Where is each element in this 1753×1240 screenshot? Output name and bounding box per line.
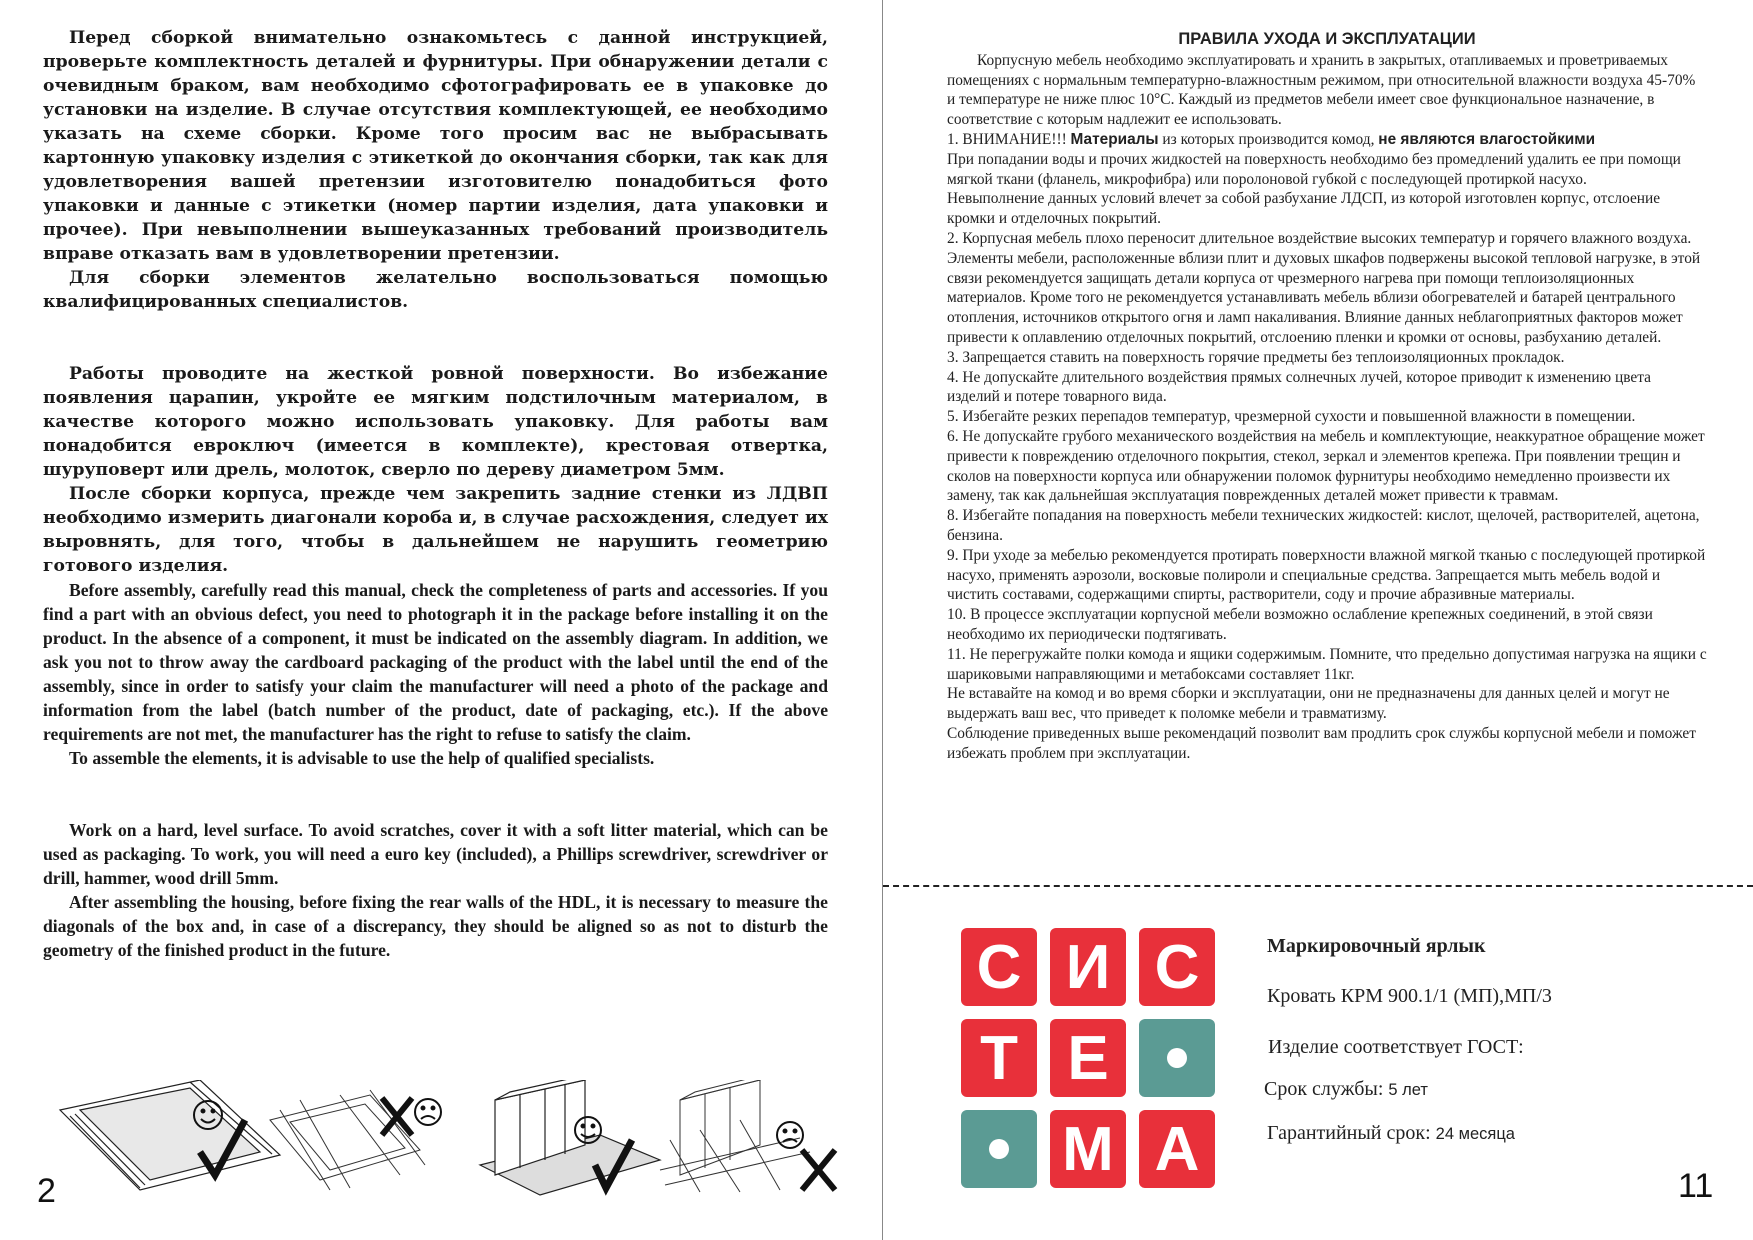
- care-rules: [947, 30, 1707, 763]
- rule-3: 3. Запрещается ставить на поверхность горячие предметы без теплоизоляционных прокладок.: [947, 348, 1565, 366]
- logo-tile: С: [961, 928, 1037, 1006]
- label-warranty: [1267, 1122, 1515, 1145]
- logo-tile: А: [1139, 1110, 1215, 1188]
- logo-tile: С: [1139, 928, 1215, 1006]
- en-paragraph-3: Work on a hard, level surface. To avoid scratches, cover it with a soft litter material, which can be used as packaging. To work, you will need a euro key (included), a Phillips screwdriver, screwdriver or drill, hammer, wood drill 5mm.: [43, 820, 828, 888]
- sistema-logo: [961, 928, 1215, 1188]
- rule-9: 9. При уходе за мебелью рекомендуется протирать поверхности влажной мягкой тканью с последующей протиркой насухо, применять аэрозоли, восковые полироли и специальные средства. Запрещается мыть мебель водой и чистить составами, содержащими спирты, растворители, соду и прочие абразивные материалы.: [947, 546, 1706, 604]
- rule-1-body: При попадании воды и прочих жидкостей на поверхность необходимо без промедлений удалить ее при помощи мягкой ткани (фланель, микрофибра) или поролоновой губкой с последующей протиркой насухо.: [947, 150, 1681, 188]
- ru-instructions: [43, 26, 828, 578]
- rule-10: 10. В процессе эксплуатации корпусной мебели возможно ослабление крепежных соединений, в этой связи необходимо их периодически подтягивать.: [947, 606, 1653, 643]
- en-paragraph-2: To assemble the elements, it is advisable to use the help of qualified specialists.: [69, 748, 655, 768]
- rule-1-prefix: 1. ВНИМАНИЕ!!!: [947, 130, 1071, 148]
- rule-warning: Не вставайте на комод и во время сборки и эксплуатации, они не предназначены для данных целей и могут не выдержать ваш вес, что приведет к поломке мебели и травматизму.: [947, 685, 1670, 723]
- service-life-value: 5 лет: [1388, 1081, 1428, 1099]
- rule-1: [947, 130, 1707, 150]
- logo-tile: И: [1050, 928, 1126, 1006]
- logo-tile: Т: [961, 1019, 1037, 1097]
- rule-1-mid: из которых производится комод,: [1158, 130, 1379, 148]
- rule-1-note: Невыполнение данных условий влечет за собой разбухание ЛДСП, из которой изготовлен корпус, отслоение кромки и отделочных покрытий.: [947, 190, 1661, 228]
- label-product: Кровать КРМ 900.1/1 (МП),МП/3: [1267, 985, 1552, 1007]
- en-paragraph-1: Before assembly, carefully read this manual, check the completeness of parts and accessories. If you find a part with an obvious defect, you need to photograph it in the package before installing it on the product. In the absence of a component, it must be indicated on the assembly diagram. In addition, we ask you not to throw away the cardboard packaging of the product with the label until the end of the assembly, since in order to satisfy your claim the manufacturer will need a photo of the package and information from the label (batch number of the product, date of packaging, etc.). If the above requirements are not met, the manufacturer has the right to refuse to satisfy the claim.: [43, 580, 828, 744]
- label-gost: Изделие соответствует ГОСТ:: [1268, 1036, 1524, 1058]
- cabinet-on-mat-illustration: [480, 1080, 660, 1195]
- page-number-left: 2: [37, 1172, 56, 1210]
- ru-paragraph-2: Для сборки элементов желательно воспользоваться помощью квалифицированных специалистов.: [43, 268, 828, 312]
- label-service-life: [1264, 1078, 1428, 1101]
- rules-title: ПРАВИЛА УХОДА И ЭКСПЛУАТАЦИИ: [1178, 30, 1476, 48]
- rule-5: 5. Избегайте резких перепадов температур, чрезмерной сухости и повышенной влажности в помещении.: [947, 408, 1636, 426]
- smiley-sad-icon: [415, 1099, 441, 1125]
- logo-tile: Е: [1050, 1019, 1126, 1097]
- page-number-right: 11: [1678, 1167, 1714, 1205]
- right-page: [883, 0, 1753, 1240]
- cross-icon: [382, 1098, 412, 1135]
- rule-6: 6. Не допускайте грубого механического воздействия на мебель и комплектующие, неаккуратное обращение может привести к повреждению отделочного покрытия, стекол, зеркал и элементов крепежа. При появлении трещин и сколов на поверхности корпуса или обнаружении поломок фурнитуры необходимо немедленно произвести их замену, так как дальнейшая эксплуатация поврежденных деталей может привести к травмам.: [947, 427, 1705, 505]
- cut-line: [883, 885, 1753, 887]
- smiley-sad-icon: [777, 1122, 803, 1148]
- soft-surface-illustration: [60, 1080, 280, 1190]
- service-life-label: Срок службы:: [1264, 1078, 1384, 1100]
- rules-intro: Корпусную мебель необходимо эксплуатировать и хранить в закрытых, отапливаемых и проветриваемых помещениях с нормальным температурно-влажностным режимом, при относительной влажности воздуха 45-70% и температуре не ниже плюс 10°С. Каждый из предметов мебели имеет свое функциональное назначение, в соответствие с которым надлежит ее использовать.: [947, 51, 1696, 129]
- rule-8: 8. Избегайте попадания на поверхность мебели технических жидкостей: кислот, щелочей, растворителей, ацетона, бензина.: [947, 507, 1700, 544]
- ru-paragraph-1: Перед сборкой внимательно ознакомьтесь с данной инструкцией, проверьте комплектность деталей и фурнитуры. При обнаружении детали с очевидным браком, вам необходимо сфотографировать ее в упаковке до установки на изделие. В случае отсутствия комплектующей, ее необходимо указать на схеме сборки. Кроме того просим вас не выбрасывать картонную упаковку изделия с этикеткой до окончания сборки, так как для удовлетворения вашей претензии изготовителю понадобиться фото упаковки и данные с этикетки (номер партии изделия, дата упаковки и прочее). При невыполнении вышеуказанных требований производитель вправе отказать вам в удовлетворении претензии.: [43, 28, 828, 264]
- rule-1-bold-a: Материалы: [1070, 130, 1159, 148]
- bare-surface-illustration: [270, 1090, 425, 1190]
- ru-paragraph-4: После сборки корпуса, прежде чем закрепить задние стенки из ЛДВП необходимо измерить диагонали короба и, в случае расхождения, следует их выровнять, для того, чтобы в дальнейшем не нарушить геометрию готового изделия.: [43, 484, 828, 576]
- ru-paragraph-3: Работы проводите на жесткой ровной поверхности. Во избежание появления царапин, укройте ее мягким подстилочным материалом, в качестве которого можно использовать упаковку. Для работы вам понадобится евроключ (имеется в комплекте), крестовая отвертка, шуруповерт или дрель, молоток, сверло по дереву диаметром 5мм.: [43, 364, 828, 480]
- rule-2: 2. Корпусная мебель плохо переносит длительное воздействие высоких температур и горячего влажного воздуха. Элементы мебели, расположенные вблизи плит и духовых шкафов подвержены высокой тепловой нагрузке, в этой связи рекомендуется защищать детали корпуса от чрезмерного нагрева при помощи теплоизоляционных материалов. Кроме того не рекомендуется устанавливать мебель вблизи обогревателей и батарей центрального отопления, источников открытого огня и ламп накаливания. Влияние данных неблагоприятных факторов может привести к оплавлению отделочных покрытий, отслоению пленки и кромки от основы, разбуханию деталей.: [947, 229, 1701, 346]
- cross-icon: [802, 1150, 835, 1190]
- label-title: Маркировочный ярлык: [1267, 935, 1486, 957]
- en-instructions: [43, 578, 828, 962]
- warranty-label: Гарантийный срок:: [1267, 1122, 1431, 1144]
- logo-tile: М: [1050, 1110, 1126, 1188]
- cabinet-no-mat-illustration: [660, 1080, 810, 1192]
- rules-conclusion: Соблюдение приведенных выше рекомендаций позволит вам продлить срок службы корпусной мебели и поможет избежать проблем при эксплуатации.: [947, 724, 1696, 762]
- rule-11: 11. Не перегружайте полки комода и ящики содержимым. Помните, что предельно допустимая нагрузка на ящики с шариковыми направляющими и метабоксами составляет 11кг.: [947, 645, 1707, 683]
- en-paragraph-4: After assembling the housing, before fixing the rear walls of the HDL, it is necessary to measure the diagonals of the box and, in case of a discrepancy, they should be aligned so as not to disturb the geometry of the finished product in the future.: [43, 892, 828, 960]
- rule-4: 4. Не допускайте длительного воздействия прямых солнечных лучей, которое приводит к изменению цвета изделий и потере товарного вида.: [947, 368, 1651, 406]
- warranty-value: 24 месяца: [1435, 1125, 1515, 1143]
- logo-tile-dot: [1139, 1019, 1215, 1097]
- rule-1-bold-b: не являются влагостойкими: [1378, 130, 1596, 148]
- logo-tile-dot: [961, 1110, 1037, 1188]
- assembly-illustrations: [40, 1080, 860, 1200]
